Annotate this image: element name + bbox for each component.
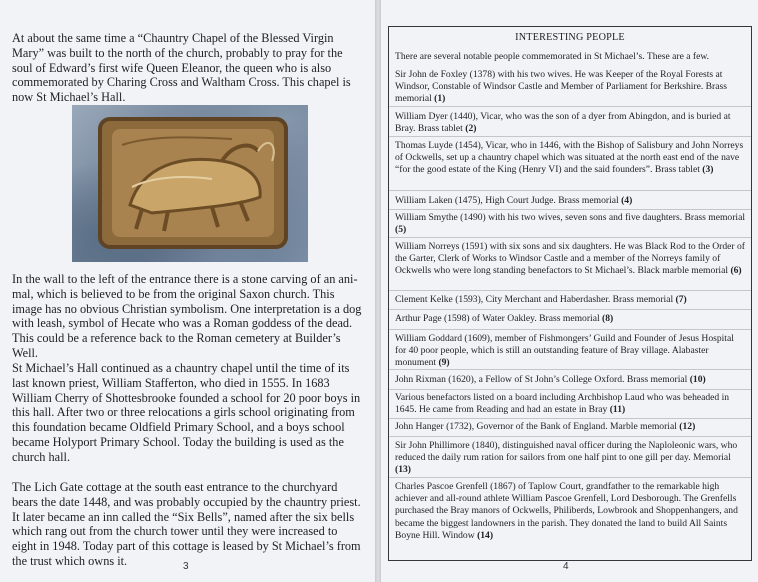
list-item: Arthur Page (1598) of Water Oakley. Brass memorial (8) [395, 313, 614, 324]
page-number-left: 3 [183, 561, 189, 572]
chapel-paragraph: At about the same time a “Chauntry Chapel of the Blessed Virgin Mary” was built to the north of the church, probably to pray for the soul of Edward’s first wife Queen Eleanor, the queen who is also commemorated by Charing Cross and Waltham Cross. This chapel is now St Michael’s Hall. [12, 31, 351, 105]
divider [389, 477, 751, 478]
page-number-right: 4 [563, 561, 569, 572]
divider [389, 106, 751, 107]
list-item: William Laken (1475), High Court Judge. Brass memorial (4) [395, 195, 633, 206]
section-title: INTERESTING PEOPLE [515, 32, 625, 43]
list-item: William Norreys (1591) with six sons and six daughters. He was Black Rod to the Order of the Garter, Clerk of Works to Windsor Castle and a member of the Norreys family of Ockwells who were long standing benefactors to St Michael’s. Black marble memorial (6) [395, 241, 745, 277]
divider [389, 418, 751, 419]
list-item: Various benefactors listed on a board including Archbishop Laud who was beheaded in 1645. He came from Reading and had an estate in Bray (11) [395, 392, 730, 416]
list-item: Clement Kelke (1593), City Merchant and Haberdasher. Brass memorial (7) [395, 294, 687, 305]
divider [389, 309, 751, 310]
list-item: Sir John Phillimore (1840), distinguished naval officer during the Naploleonic wars, who reduced the daily rum ration for sailors from one half pint to one gill per day. Memorial (13) [395, 440, 738, 476]
divider [389, 436, 751, 437]
list-item: John Rixman (1620), a Fellow of St John’s College Oxford. Brass memorial (10) [395, 374, 706, 385]
divider [389, 290, 751, 291]
list-item: John Hanger (1732), Governor of the Bank of England. Marble memorial (12) [395, 421, 696, 432]
carving-paragraph: In the wall to the left of the entrance there is a stone carving of an ani-mal, which is believed to be from the original Saxon church. This image has no obvious Christian symbolism. One interpretation is a dog with leash, symbol of Hecate who was a Roman goddess of the dead. This could be a reference back to the Roman cemetery at Builder’s Well. [12, 272, 362, 360]
hall-history-paragraph: St Michael’s Hall continued as a chauntry chapel until the time of its last known priest, William Stafferton, who died in 1555. In 1683 William Cherry of Shottesbrooke founded a school for 20 poor boys in this hall. After two or three relocations a girls school originating from this foundation became Oldfield Primary School, and a boys school became Holyport Primary School. Today the building is used as the church hall. [12, 361, 361, 464]
list-item: Sir John de Foxley (1378) with his two wives. He was Keeper of the Royal Forests at Windsor, Constable of Windsor Castle and Member of Parliament for Berkshire. Brass memorial (1) [395, 69, 727, 105]
lich-gate-paragraph: The Lich Gate cottage at the south east entrance to the churchyard bears the date 1448, and was probably occupied by the chauntry priest. It later became an inn called the “Six Bells”, named after the six bells which rang out from the church tower until they were increased to eight in 1948. Today part of this cottage is leased by St Michael’s from the trust which owns it. [12, 480, 361, 568]
divider [389, 209, 751, 210]
divider [389, 237, 751, 238]
list-item: William Smythe (1490) with his two wives, seven sons and five daughters. Brass memorial (5) [395, 212, 745, 236]
list-item: Thomas Luyde (1454), Vicar, who in 1446, with the Bishop of Salisbury and John Norreys of Ockwells, set up a chauntry chapel which was situated at the north east end of the nave “for the good estate of the King (Henry VI) and the said founders”. Brass tablet (3) [395, 140, 744, 176]
list-item: William Goddard (1609), member of Fishmongers’ Guild and Founder of Jesus Hospital for 40 poor people, which is still an outstanding feature of Bray village. Alabaster monument (9) [395, 333, 734, 369]
stone-carving-photo [72, 105, 308, 262]
list-item: Charles Pascoe Grenfell (1867) of Taplow Court, grandfather to the remarkable high achiever and all-round athlete William Pascoe Grenfell, Lord Desborough. The Grenfells purchased the Bray manors of Ockwells, Philiberds, Lowbrook and Shoppenhangers, and became the biggest landowners in the parish. They donated the land to build All Saints Boyne Hill. Window (14) [395, 481, 738, 541]
intro-text: There are several notable people commemorated in St Michael’s. These are a few. [395, 51, 710, 62]
divider [389, 389, 751, 390]
divider [389, 329, 751, 330]
divider [389, 369, 751, 370]
divider [389, 190, 751, 191]
divider [389, 136, 751, 137]
list-item: William Dyer (1440), Vicar, who was the son of a dyer from Abingdon, and is buried at Bray. Brass tablet (2) [395, 111, 731, 135]
